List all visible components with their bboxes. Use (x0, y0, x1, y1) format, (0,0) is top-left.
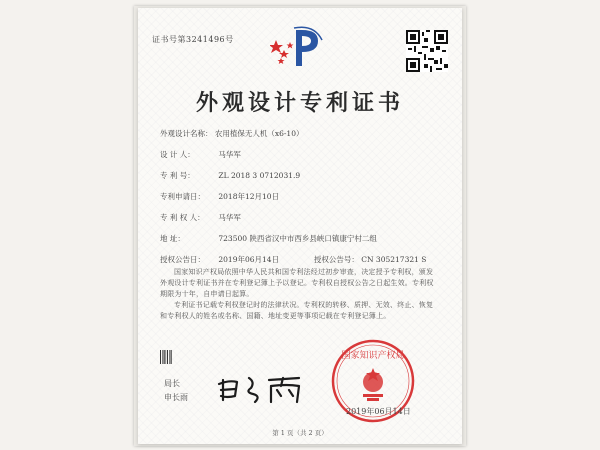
seal-date: 2019年06月14日 (346, 407, 411, 416)
patent-number-value: ZL 2018 3 0712031.9 (218, 171, 301, 180)
designer-value: 马华军 (218, 150, 241, 159)
seal-text: 国家知识产权局 (341, 351, 405, 361)
grant-date-value: 2019年06月14日 (218, 255, 280, 264)
certificate-number: 证书号第3241496号 (152, 35, 234, 44)
grant-date-label: 授权公告日： (160, 255, 205, 264)
design-name-value: 农用植保无人机（x6-10） (214, 129, 304, 138)
designer-row (160, 149, 241, 160)
filing-date-label: 专利申请日： (160, 192, 205, 201)
barcode-mark-icon (160, 350, 172, 364)
filing-date-value: 2018年12月10日 (218, 192, 280, 201)
notice-paragraph-1: 国家知识产权局依照中华人民共和国专利法经过初步审查，决定授予专利权，颁发外观设计专利证书并在专利登记簿上予以登记。专利权自授权公告之日起生效。专利权期限为十年，自申请日起算。 (160, 268, 434, 298)
design-name-row (160, 128, 303, 139)
address-row (160, 233, 377, 244)
filing-date-row (160, 191, 279, 202)
qr-code-icon (406, 30, 448, 72)
notice-paragraph-2: 专利证书记载专利权登记时的法律状况。专利权的转移、质押、无效、终止、恢复和专利权人的姓名或名称、国籍、地址变更等事项记载在专利登记簿上。 (160, 301, 434, 320)
signer-name: 申长雨 (164, 393, 188, 402)
patentee-label: 专 利 权 人： (160, 213, 205, 222)
designer-label: 设 计 人： (160, 150, 195, 159)
address-value: 723500 陕西省汉中市西乡县峡口镇康宁村二组 (218, 234, 377, 243)
page-number: 第 1 页（共 2 页） (272, 429, 328, 437)
cnipa-emblem-icon (270, 22, 330, 72)
document-title: 外观设计专利证书 (195, 90, 404, 116)
grant-number-label: 授权公告号： (313, 255, 359, 264)
patentee-value: 马华军 (218, 213, 241, 222)
grant-number-value: CN 305217321 S (361, 255, 427, 264)
handwritten-signature (215, 370, 315, 406)
address-label: 地 址： (160, 234, 185, 243)
grant-date-row (160, 254, 426, 265)
signer-title: 局长 (164, 379, 180, 388)
patentee-row (160, 212, 241, 223)
design-name-label: 外观设计名称： (160, 129, 213, 138)
patent-number-label: 专 利 号： (160, 171, 195, 180)
patent-number-row (160, 170, 300, 181)
